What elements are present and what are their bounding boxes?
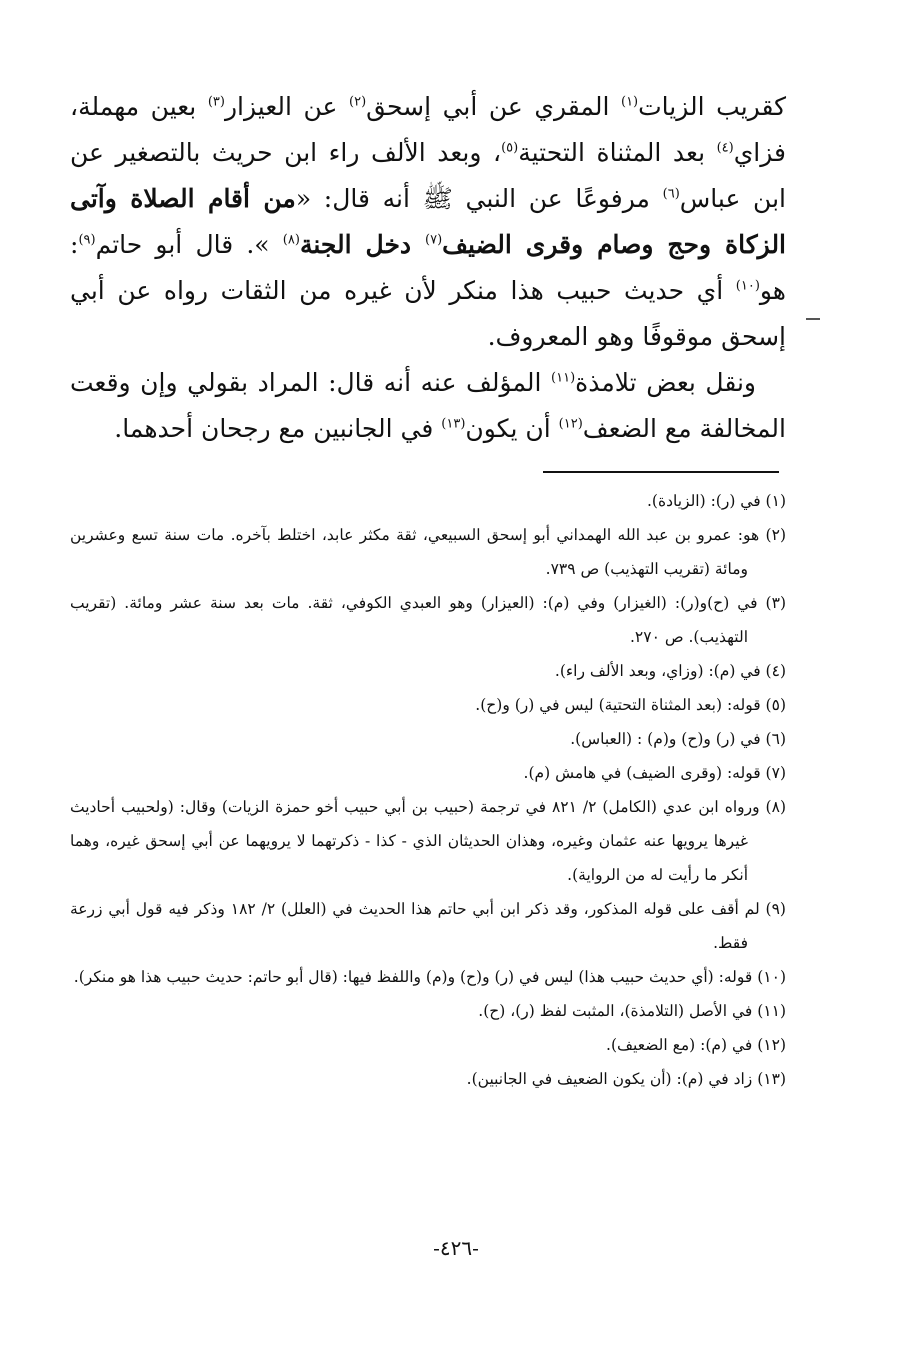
footnote-marker-13: (١٣) <box>441 416 466 432</box>
hadith-text: من أقام الصلاة وآتى الزكاة وحج وصام وقرى الضيف <box>70 184 787 259</box>
footnote-marker-12: (١٢) <box>558 416 583 432</box>
footnote-3: (٣) في (ح)و(ر): (الغيزار) وفي (م): (العيزار) وهو العبدي الكوفي، ثقة. مات بعد سنة عشر ومائة. (تقريب التهذيب). ص ٢٧٠. <box>70 594 786 646</box>
footnote-7: (٧) قوله: (وقرى الضيف) في هامش (م). <box>523 764 786 782</box>
main-paragraph-2: ونقل بعض تلامذة$^{(١١)}$ المؤلف عنه أنه قال: المراد بقولي وإن وقعت المخالفة مع الضعف$^{(١٢)}$ أن يكون$^{(١٣)}$ في الجانبين مع رجحان أحدهما. <box>70 368 786 443</box>
footnote-5: (٥) قوله: (بعد المثناة التحتية) ليس في (ر) و(ح). <box>475 696 786 714</box>
footnote-marker-8: (٨) <box>282 232 300 248</box>
footnote-marker-7: (٧) <box>425 232 443 248</box>
main-text <box>70 84 786 452</box>
footnote-marker-9: (٩) <box>78 232 96 248</box>
footnote-8: (٨) ورواه ابن عدي (الكامل) ٢/ ٨٢١ في ترجمة (حبيب بن أبي حبيب أخو حمزة الزيات) وقال: (ولحبيب أحاديث غيرها يرويها عنه عثمان وغيره، وهذان الحديثان الذي - كذا - ذكرتهما لا يرويهما عن أبي إسحق غيره، وهما أنكر ما رأيت له من الرواية). <box>70 798 786 884</box>
footnote-marker-10: (١٠) <box>735 278 760 294</box>
main-paragraph-1: كقريب الزيات$^{(١)}$ المقري عن أبي إسحق$^{(٢)}$ عن العيزار$^{(٣)}$ بعين مهملة، فزاي$^{(٤)}$ بعد المثناة التحتية$^{(٥)}$، وبعد الألف راء ابن حريث بالتصغير عن ابن عباس$^{(٦)}$ مرفوعًا عن النبي ﷺ أنه قال: «من أقام الصلاة وآتى الزكاة وحج وصام وقرى الضيف$^{(٧)}$ دخل الجنة$^{(٨)}$ ». قال أبو حاتم$^{(٩)}$: هو$^{(١٠)}$ أي حديث حبيب هذا منكر لأن غيره من الثقات رواه عن أبي إسحق موقوفًا وهو المعروف. <box>70 92 787 351</box>
footnote-1: (١) في (ر): (الزيادة). <box>646 492 786 510</box>
margin-mark <box>806 318 820 320</box>
footnote-10: (١٠) قوله: (أي حديث حبيب هذا) ليس في (ر) و(ح) و(م) واللفظ فيها: (قال أبو حاتم: حديث حبيب هذا هو منكر). <box>73 968 786 986</box>
footnote-4: (٤) في (م): (وزاي، وبعد الألف راء). <box>554 662 786 680</box>
page-number: -٤٢٦- <box>433 1236 479 1260</box>
footnote-marker-3: (٣) <box>207 94 225 110</box>
footnote-marker-6: (٦) <box>662 186 680 202</box>
footnote-marker-2: (٢) <box>349 94 367 110</box>
footnote-11: (١١) في الأصل (التلامذة)، المثبت لفظ (ر)، (ح). <box>478 1002 786 1020</box>
footnote-2: (٢) هو: عمرو بن عبد الله الهمداني أبو إسحق السبيعي، ثقة مكثر عابد، اختلط بآخره. مات سنة تسع وعشرين ومائة (تقريب التهذيب) ص ٧٣٩. <box>70 526 786 578</box>
footnote-6: (٦) في (ر) و(ح) و(م) : (العباس). <box>570 730 786 748</box>
footnote-9: (٩) لم أقف على قوله المذكور، وقد ذكر ابن أبي حاتم هذا الحديث في (العلل) ٢/ ١٨٢ وذكر فيه قول أبي زرعة فقط. <box>70 900 786 952</box>
footnote-marker-5: (٥) <box>501 140 519 156</box>
footnote-12: (١٢) في (م): (مع الضعيف). <box>606 1036 786 1054</box>
footnote-marker-11: (١١) <box>551 370 576 386</box>
footnote-marker-1: (١) <box>620 94 639 110</box>
footnote-separator <box>543 471 779 473</box>
footnote-13: (١٣) زاد في (م): (أن يكون الضعيف في الجانبين). <box>466 1070 786 1088</box>
footnotes <box>70 484 786 1096</box>
footnote-marker-4: (٤) <box>716 140 734 156</box>
hadith-text-end: دخل الجنة <box>299 230 425 259</box>
